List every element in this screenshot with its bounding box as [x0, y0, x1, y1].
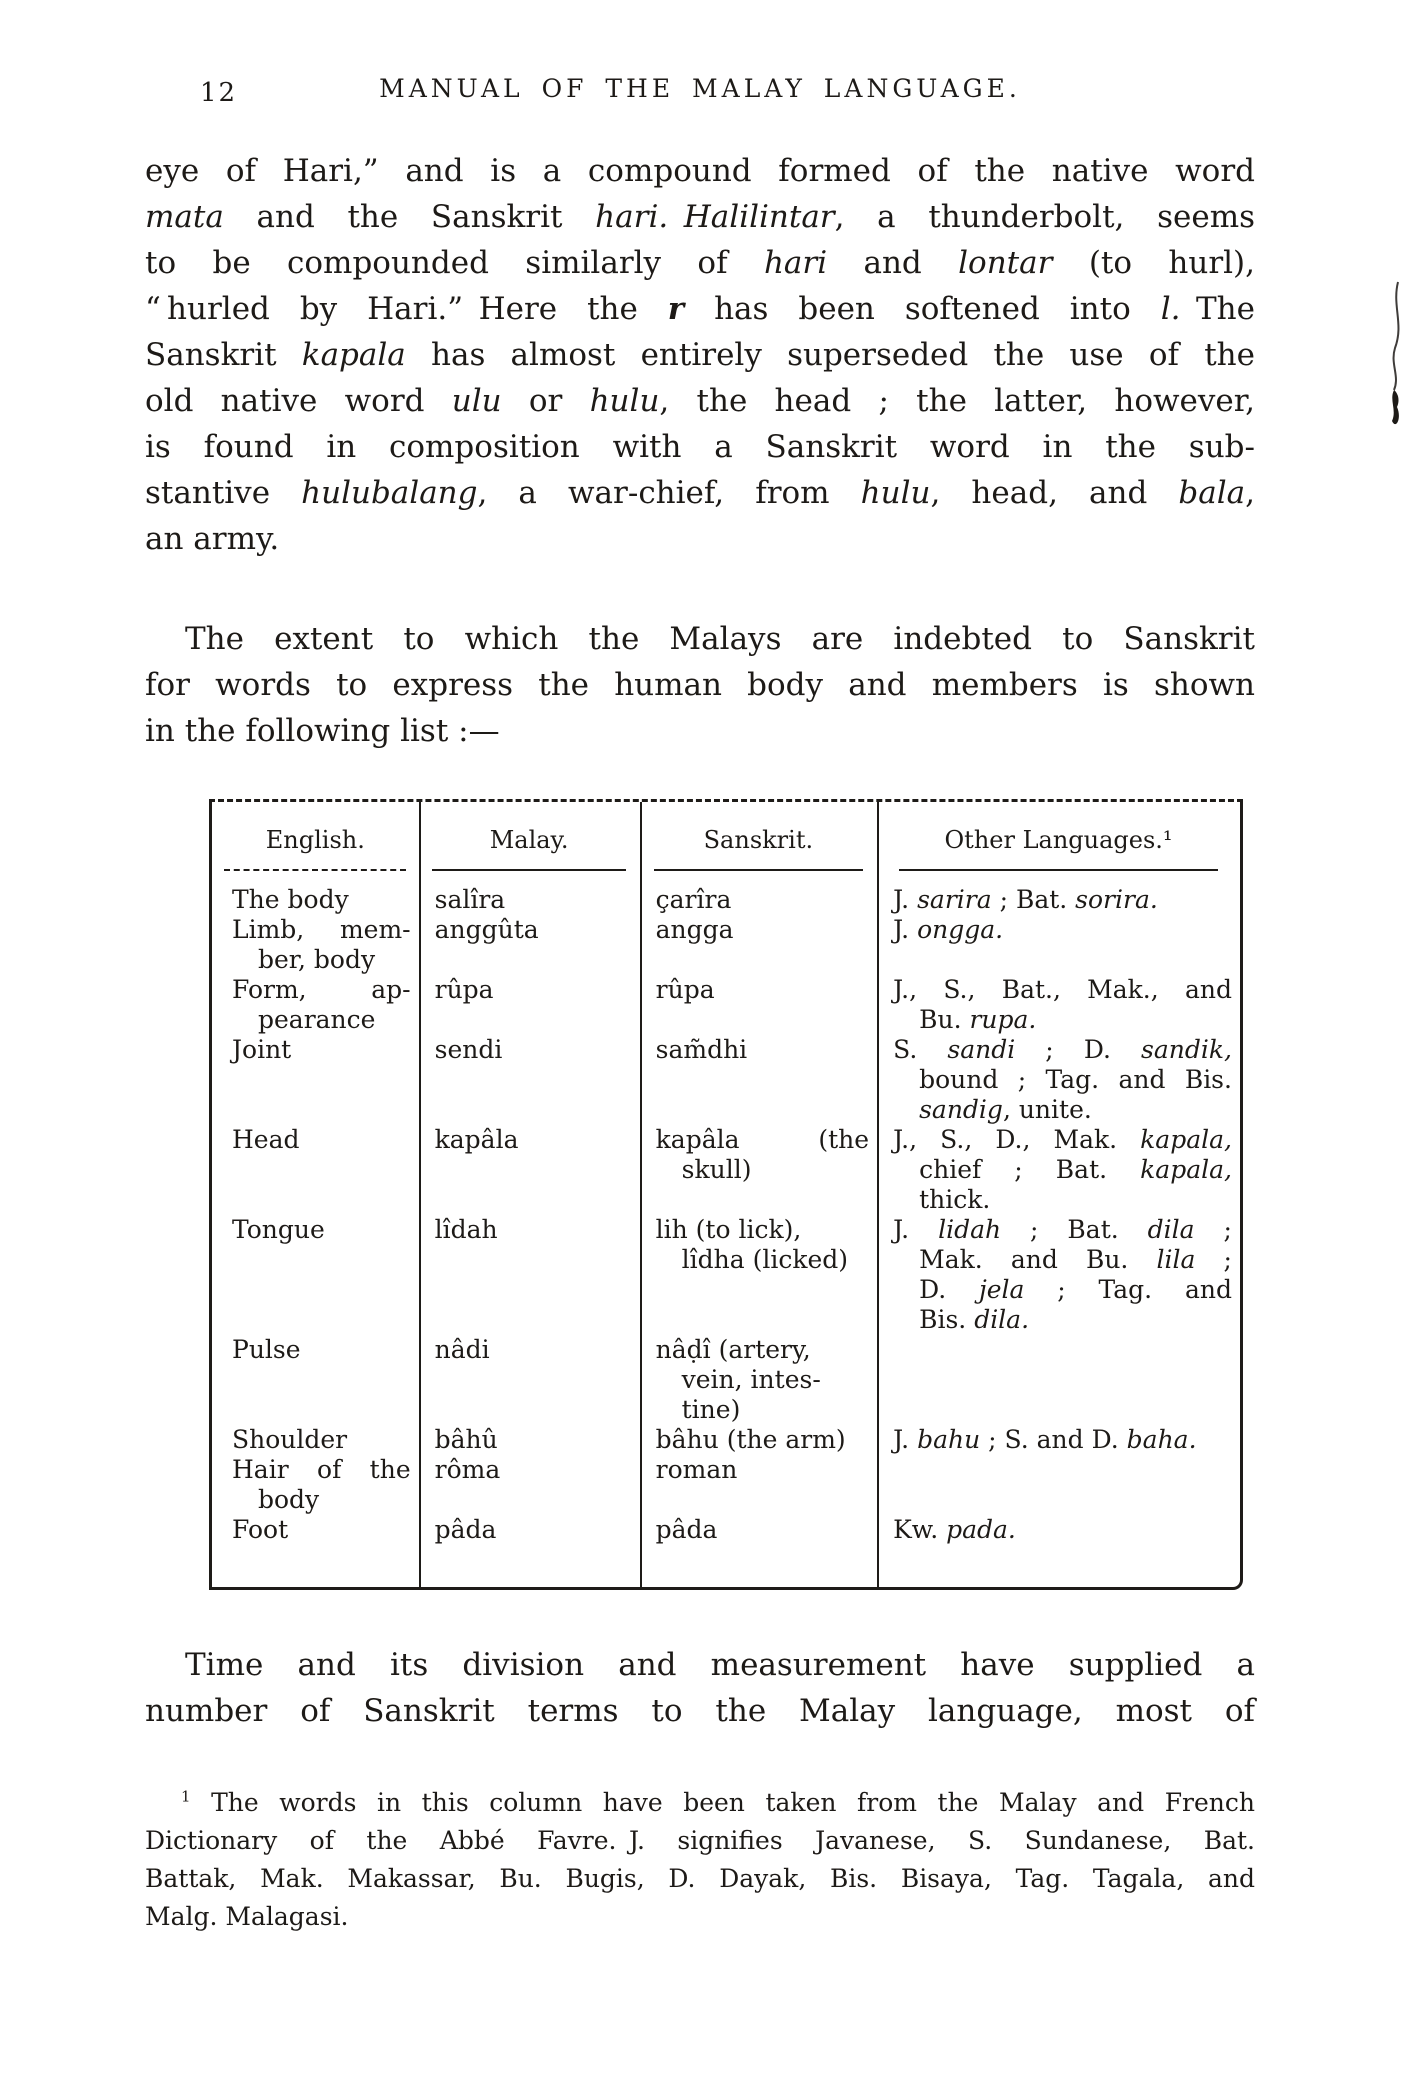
text-segment: kapala, [1140, 1125, 1232, 1154]
text-segment: Pulse [232, 1335, 301, 1364]
text-segment: Sanskrit [145, 337, 302, 373]
text-segment: ; S. and D. [980, 1425, 1127, 1454]
text-line [893, 1155, 1232, 1185]
table-header-english: English. [212, 802, 419, 871]
table-header-other-languages: Other Languages.¹ [877, 802, 1240, 871]
text-segment: kapâla [434, 1125, 519, 1154]
text-segment: mata [145, 199, 224, 235]
text-segment: ongga. [917, 915, 1004, 944]
text-segment: lontar [958, 245, 1053, 281]
text-segment: rûpa [434, 975, 494, 1004]
text-segment: roman [655, 1455, 738, 1484]
text-segment: kapâla (the [655, 1125, 870, 1154]
text-segment: nâdi [434, 1335, 490, 1364]
text-line [145, 1784, 1255, 1822]
text-segment: in the following list :— [145, 713, 500, 749]
paragraph-time-terms [145, 1642, 1255, 1734]
text-segment: anggûta [434, 915, 539, 944]
table-cell-other [877, 1035, 1240, 1125]
text-segment: for words to express the human body and members is shown [145, 667, 1255, 703]
text-line [893, 975, 1232, 1005]
table-cell-sanskrit [640, 1035, 877, 1125]
text-line [893, 1065, 1232, 1095]
text-segment: Shoulder [232, 1425, 348, 1454]
table-cell-malay [419, 885, 640, 915]
text-line [435, 1035, 632, 1065]
text-segment: Hair of the [232, 1455, 411, 1484]
text-segment [668, 199, 684, 235]
text-line [893, 1305, 1232, 1335]
text-line [145, 424, 1255, 470]
table-cell-sanskrit [640, 1125, 877, 1215]
text-segment: Bis. [919, 1305, 975, 1334]
text-line [145, 1688, 1255, 1734]
text-segment: ; D. [1015, 1035, 1142, 1064]
text-line [656, 1365, 869, 1395]
text-segment: The [1180, 291, 1255, 327]
text-segment: Time and its division and measurement have supplied a [185, 1647, 1255, 1683]
running-header [145, 74, 1255, 114]
table-cell-english [212, 1425, 419, 1455]
text-segment: lidah [938, 1215, 1002, 1244]
text-segment: J. [893, 1215, 939, 1244]
table-cell-sanskrit [640, 1425, 877, 1455]
table-cell-malay [419, 1335, 640, 1425]
text-segment: nâḍî (artery, [655, 1335, 811, 1364]
text-segment: Malg. Malagasi. [145, 1902, 349, 1931]
text-segment: rôma [434, 1455, 501, 1484]
text-segment: 1 [181, 1787, 191, 1806]
text-segment: hulu [860, 475, 931, 511]
text-line [145, 332, 1255, 378]
text-line [656, 1245, 869, 1275]
table-cell-english [212, 1515, 419, 1545]
text-line [656, 1515, 869, 1545]
text-segment: , unite. [1002, 1095, 1092, 1124]
table-cell-english [212, 1455, 419, 1515]
text-segment: sandig [919, 1095, 1003, 1124]
text-line [145, 1898, 1255, 1936]
text-line [435, 885, 632, 915]
text-segment: , [1245, 475, 1255, 511]
text-segment: Tongue [232, 1215, 325, 1244]
text-segment: ; Bat. [1001, 1215, 1148, 1244]
text-segment: bâhû [434, 1425, 498, 1454]
text-segment: sandi [947, 1035, 1016, 1064]
text-line [232, 1125, 411, 1155]
table-cell-sanskrit [640, 1515, 877, 1545]
text-segment: baha. [1126, 1425, 1197, 1454]
table-cell-other [877, 1455, 1240, 1515]
paragraph-sanskrit-compounds [145, 148, 1255, 562]
text-line [435, 915, 632, 945]
text-segment: rûpa [655, 975, 715, 1004]
text-line [435, 975, 632, 1005]
text-line [232, 1425, 411, 1455]
text-line [893, 915, 1232, 945]
text-line [893, 1275, 1232, 1305]
text-segment: Foot [232, 1515, 289, 1544]
text-segment: Halilintar [683, 199, 835, 235]
text-segment: number of Sanskrit terms to the Malay language, most of [145, 1693, 1255, 1729]
text-segment: an army. [145, 521, 280, 557]
text-line [435, 1455, 632, 1485]
text-segment: sandik, [1141, 1035, 1232, 1064]
text-segment: Dictionary of the Abbé Favre. J. signifies Javanese, S. Sundanese, Bat. [145, 1826, 1255, 1855]
text-segment: lîdha (licked) [681, 1245, 849, 1274]
text-segment: l. [1160, 291, 1181, 327]
text-segment: , the head ; the latter, however, [659, 383, 1255, 419]
text-line [232, 1005, 411, 1035]
text-segment: pâda [434, 1515, 497, 1544]
paragraph-intro-to-list [145, 616, 1255, 754]
text-line [656, 975, 869, 1005]
text-line [145, 1822, 1255, 1860]
table-cell-malay [419, 1455, 640, 1515]
text-segment: , head, and [930, 475, 1179, 511]
table-cell-other [877, 975, 1240, 1035]
text-segment: J., S., D., Mak. [893, 1125, 1141, 1154]
footnote [145, 1784, 1255, 1936]
text-line [435, 1125, 632, 1155]
text-segment: bound ; Tag. and Bis. [919, 1065, 1232, 1094]
text-segment: vein, intes- [681, 1365, 821, 1394]
text-segment: dila. [974, 1305, 1030, 1334]
text-segment: “ hurled by Hari.” Here the [145, 291, 668, 327]
table-column-divider [877, 802, 879, 1587]
table-cell-english [212, 975, 419, 1035]
text-segment: sam̃dhi [655, 1035, 748, 1064]
table-cell-other [877, 885, 1240, 915]
text-segment: pâda [655, 1515, 718, 1544]
text-segment: D. [919, 1275, 980, 1304]
text-segment: hari [763, 245, 828, 281]
text-segment: Battak, Mak. Makassar, Bu. Bugis, D. Dayak, Bis. Bisaya, Tag. Tagala, and [145, 1864, 1255, 1893]
text-line [656, 1035, 869, 1065]
table-cell-sanskrit [640, 915, 877, 975]
text-segment: and [827, 245, 959, 281]
text-segment: ; [1195, 1245, 1232, 1274]
text-segment: is found in composition with a Sanskrit word in the sub- [145, 429, 1255, 465]
text-line [145, 1860, 1255, 1898]
table-cell-sanskrit [640, 975, 877, 1035]
text-segment: chief ; Bat. [919, 1155, 1141, 1184]
text-line [435, 1515, 632, 1545]
table-cell-english [212, 1125, 419, 1215]
text-segment: pada. [946, 1515, 1016, 1544]
text-line [232, 975, 411, 1005]
text-segment: lîdah [434, 1215, 498, 1244]
text-segment: lih (to lick), [655, 1215, 802, 1244]
text-segment: sorira. [1075, 885, 1158, 914]
text-segment: rupa. [969, 1005, 1037, 1034]
text-segment: J., S., Bat., Mak., and [893, 975, 1232, 1004]
text-line [145, 662, 1255, 708]
text-line [232, 885, 411, 915]
text-line [145, 148, 1255, 194]
text-segment: bala [1178, 475, 1246, 511]
text-segment: to be compounded similarly of [145, 245, 764, 281]
table-cell-malay [419, 915, 640, 975]
text-line [656, 915, 869, 945]
page-content [145, 148, 1255, 1936]
text-segment: body [258, 1485, 320, 1514]
text-line [145, 194, 1255, 240]
table-header-sanskrit: Sanskrit. [640, 802, 877, 871]
text-line [656, 1125, 869, 1155]
text-segment: bâhu (the arm) [655, 1425, 846, 1454]
table-cell-malay [419, 975, 640, 1035]
text-line [893, 1185, 1232, 1215]
text-segment: r [667, 291, 685, 327]
text-line [656, 1425, 869, 1455]
table-cell-english [212, 1035, 419, 1125]
text-line [232, 945, 411, 975]
text-segment: jela [979, 1275, 1025, 1304]
text-segment: has been softened into [684, 291, 1161, 327]
text-segment: S. [893, 1035, 948, 1064]
text-segment: sarira [917, 885, 992, 914]
text-line [232, 1515, 411, 1545]
table-cell-malay [419, 1125, 640, 1215]
text-segment: kapala [301, 337, 406, 373]
text-segment: Kw. [893, 1515, 947, 1544]
table-cell-sanskrit [640, 1215, 877, 1335]
text-line [893, 885, 1232, 915]
text-line [656, 1335, 869, 1365]
text-segment: Form, ap- [232, 975, 411, 1004]
table-cell-sanskrit [640, 1455, 877, 1515]
table-cell-other [877, 1515, 1240, 1545]
text-line [656, 1455, 869, 1485]
text-line [656, 1155, 869, 1185]
text-segment: hulu [589, 383, 660, 419]
text-line [893, 1125, 1232, 1155]
text-line [656, 885, 869, 915]
text-segment: or [501, 383, 590, 419]
text-segment: The body [232, 885, 349, 914]
text-segment: old native word [145, 383, 452, 419]
table-cell-other [877, 915, 1240, 975]
text-segment: Head [232, 1125, 300, 1154]
table-cell-english [212, 1215, 419, 1335]
table-cell-other [877, 1335, 1240, 1425]
vocabulary-table [209, 799, 1243, 1590]
running-title: MANUAL OF THE MALAY LANGUAGE. [379, 74, 1021, 103]
text-segment: dila [1147, 1215, 1195, 1244]
text-line [232, 1455, 411, 1485]
text-line [145, 616, 1255, 662]
text-segment: hulubalang [301, 475, 478, 511]
text-line [232, 1035, 411, 1065]
text-segment: ulu [451, 383, 502, 419]
text-line [232, 1215, 411, 1245]
text-segment: eye of Hari,” and is a compound formed of the native word [145, 153, 1255, 189]
table-cell-other [877, 1215, 1240, 1335]
text-segment: ber, body [258, 945, 376, 974]
text-segment: J. [893, 915, 918, 944]
text-segment: stantive [145, 475, 302, 511]
text-segment: , a war-chief, from [477, 475, 861, 511]
table-cell-malay [419, 1035, 640, 1125]
text-segment: Joint [232, 1035, 292, 1064]
text-segment: and the Sanskrit [223, 199, 596, 235]
text-segment: hari. [595, 199, 669, 235]
text-segment: kapala, [1140, 1155, 1232, 1184]
table-cell-english [212, 915, 419, 975]
table-header-malay: Malay. [419, 802, 640, 871]
text-line [435, 1335, 632, 1365]
text-segment: J. [893, 1425, 918, 1454]
table-cell-malay [419, 1425, 640, 1455]
table-cell-other [877, 1125, 1240, 1215]
table-cell-sanskrit [640, 1335, 877, 1425]
text-segment: (to hurl), [1052, 245, 1256, 281]
text-segment: ; [1194, 1215, 1232, 1244]
text-line [232, 1485, 411, 1515]
text-segment: , a thunderbolt, seems [834, 199, 1255, 235]
text-line [656, 1215, 869, 1245]
text-line [145, 378, 1255, 424]
text-line [435, 1425, 632, 1455]
text-line [656, 1395, 869, 1425]
text-segment: çarîra [655, 885, 732, 914]
table-cell-other [877, 1425, 1240, 1455]
text-segment: The extent to which the Malays are indebted to Sanskrit [185, 621, 1255, 657]
text-line [145, 240, 1255, 286]
text-segment: lila [1156, 1245, 1196, 1274]
text-line [145, 708, 1255, 754]
text-segment: has almost entirely superseded the use of the [405, 337, 1255, 373]
text-segment: tine) [681, 1395, 741, 1424]
text-segment: ; Bat. [991, 885, 1076, 914]
text-segment: Limb, mem- [232, 915, 411, 944]
text-line [232, 915, 411, 945]
table-cell-malay [419, 1215, 640, 1335]
text-line [145, 470, 1255, 516]
text-line [893, 1035, 1232, 1065]
text-segment: ; Tag. and [1024, 1275, 1232, 1304]
table-cell-english [212, 885, 419, 915]
ink-smudge-artifact [1382, 278, 1408, 438]
text-line [435, 1215, 632, 1245]
text-segment: The words in this column have been taken from the Malay and French [190, 1788, 1255, 1817]
text-segment: sendi [434, 1035, 503, 1064]
text-segment: skull) [681, 1155, 752, 1184]
text-line [893, 1425, 1232, 1455]
table-column-divider [419, 802, 421, 1587]
text-segment: J. [893, 885, 918, 914]
page-number: 12 [200, 78, 238, 108]
table-column-divider [640, 802, 642, 1587]
text-segment: angga [655, 915, 734, 944]
table-cell-english [212, 1335, 419, 1425]
text-line [893, 1095, 1232, 1125]
table-header-row [212, 802, 1240, 871]
text-line [893, 1215, 1232, 1245]
text-line [893, 1515, 1232, 1545]
text-segment: Bu. [919, 1005, 970, 1034]
text-line [893, 1245, 1232, 1275]
text-line [232, 1335, 411, 1365]
text-line [145, 516, 1255, 562]
table-cell-sanskrit [640, 885, 877, 915]
text-segment: pearance [258, 1005, 376, 1034]
text-line [893, 1005, 1232, 1035]
table-body [212, 871, 1240, 1587]
table-cell-malay [419, 1515, 640, 1545]
text-segment: bahu [917, 1425, 981, 1454]
text-line [145, 1642, 1255, 1688]
text-segment: salîra [434, 885, 506, 914]
text-line [145, 286, 1255, 332]
text-segment: Mak. and Bu. [919, 1245, 1157, 1274]
text-segment: thick. [919, 1185, 991, 1214]
